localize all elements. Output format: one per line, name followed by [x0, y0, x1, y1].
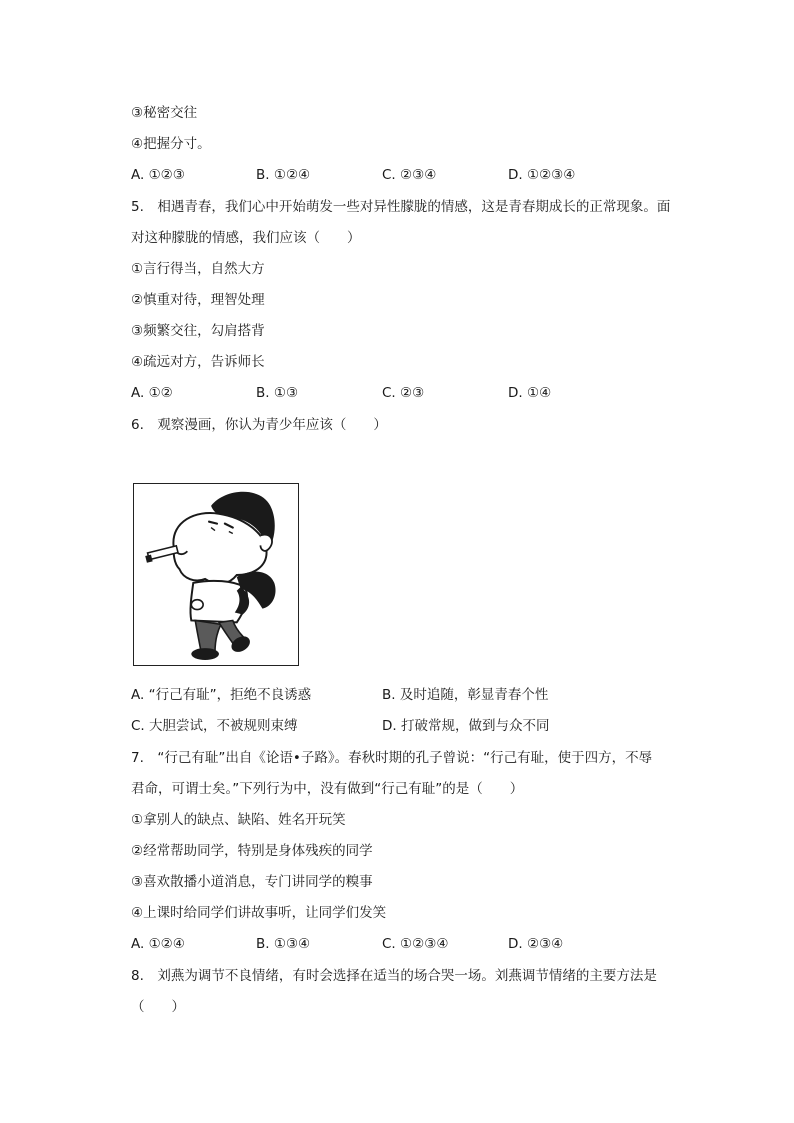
q4-option-c[interactable]: C. ②③④: [382, 167, 437, 183]
q6-stem: 6. 观察漫画，你认为青少年应该（ ）: [131, 417, 387, 433]
q6-option-b[interactable]: B. 及时追随，彰显青春个性: [382, 687, 549, 703]
q7-stem-line2: 君命，可谓士矣。”下列行为中，没有做到“行己有耻”的是（ ）: [131, 781, 524, 797]
q6-option-c[interactable]: C. 大胆尝试，不被规则束缚: [131, 718, 298, 734]
q5-item-2: ②慎重对待，理智处理: [131, 292, 265, 308]
q7-item-4: ④上课时给同学们讲故事听，让同学们发笑: [131, 905, 387, 921]
q5-option-c[interactable]: C. ②③: [382, 385, 425, 401]
q6-option-a[interactable]: A. “行己有耻”，拒绝不良诱惑: [131, 687, 312, 703]
q5-option-b[interactable]: B. ①③: [256, 385, 299, 401]
q5-option-a[interactable]: A. ①②: [131, 385, 173, 401]
q7-option-b[interactable]: B. ①③④: [256, 936, 311, 952]
q4-item-3: ③秘密交往: [131, 105, 198, 121]
q8-stem-line2: （ ）: [131, 999, 185, 1015]
q7-item-3: ③喜欢散播小道消息，专门讲同学的糗事: [131, 874, 373, 890]
q5-item-3: ③频繁交往，勾肩搭背: [131, 323, 265, 339]
q5-item-4: ④疏远对方，告诉师长: [131, 354, 265, 370]
q7-option-d[interactable]: D. ②③④: [508, 936, 564, 952]
q6-option-d[interactable]: D. 打破常规，做到与众不同: [382, 718, 550, 734]
q4-option-b[interactable]: B. ①②④: [256, 167, 311, 183]
q4-option-a[interactable]: A. ①②③: [131, 167, 185, 183]
q7-stem-line1: 7. “行己有耻”出自《论语•子路》。春秋时期的孔子曾说：“行己有耻，使于四方，不辱: [131, 750, 653, 766]
q5-item-1: ①言行得当，自然大方: [131, 261, 265, 277]
q5-stem-line1: 5. 相遇青春，我们心中开始萌发一些对异性朦胧的情感，这是青春期成长的正常现象。面: [131, 199, 671, 215]
q7-option-c[interactable]: C. ①②③④: [382, 936, 449, 952]
cartoon-boy-smoking-icon: [133, 483, 299, 666]
q7-item-1: ①拿别人的缺点、缺陷、姓名开玩笑: [131, 812, 346, 828]
q4-option-d[interactable]: D. ①②③④: [508, 167, 576, 183]
q8-stem-line1: 8. 刘燕为调节不良情绪，有时会选择在适当的场合哭一场。刘燕调节情绪的主要方法是: [131, 968, 657, 984]
q7-item-2: ②经常帮助同学，特别是身体残疾的同学: [131, 843, 373, 859]
q4-item-4: ④把握分寸。: [131, 136, 211, 152]
q5-stem-line2: 对这种朦胧的情感，我们应该（ ）: [131, 230, 361, 246]
q5-option-d[interactable]: D. ①④: [508, 385, 552, 401]
q7-option-a[interactable]: A. ①②④: [131, 936, 185, 952]
